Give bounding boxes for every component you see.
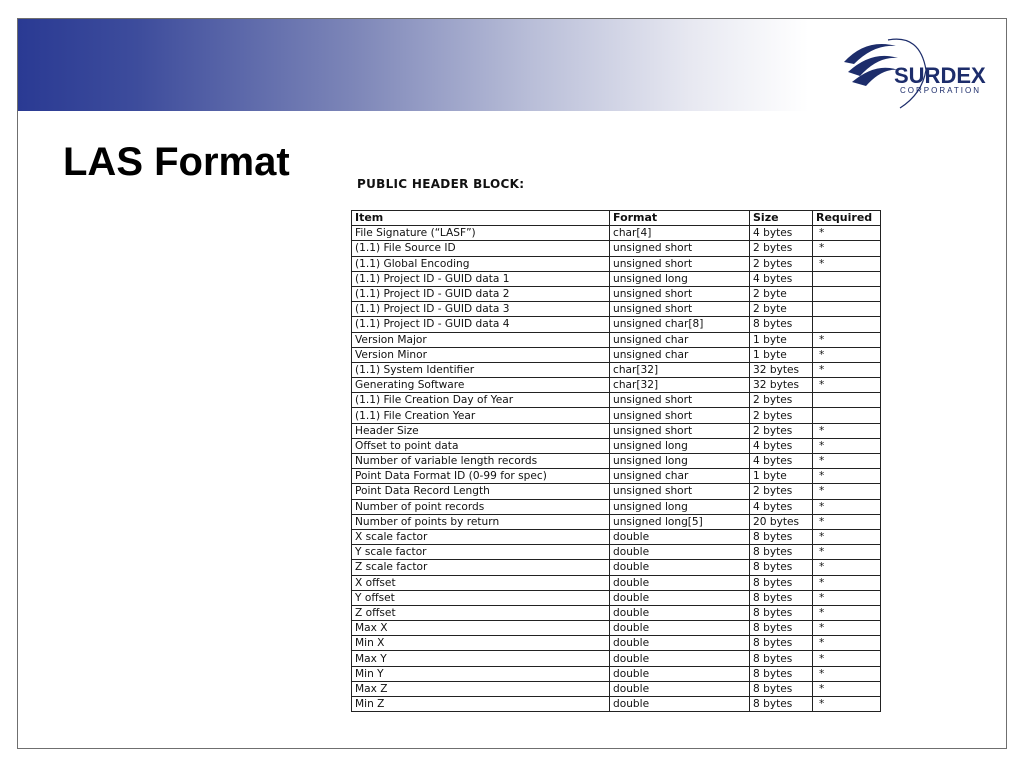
cell-size: 2 bytes [750,408,813,423]
cell-size: 8 bytes [750,666,813,681]
cell-item: Number of points by return [352,514,610,529]
table-row [352,621,881,636]
table-row [352,454,881,469]
cell-format: unsigned char [610,332,750,347]
cell-item: Number of point records [352,499,610,514]
cell-item: (1.1) Global Encoding [352,256,610,271]
cell-required: * [813,226,881,241]
table-row [352,590,881,605]
table-row [352,545,881,560]
cell-size: 8 bytes [750,590,813,605]
cell-required: * [813,241,881,256]
table-row [352,499,881,514]
cell-format: double [610,575,750,590]
cell-item: Z scale factor [352,560,610,575]
cell-size: 2 byte [750,302,813,317]
cell-size: 1 byte [750,332,813,347]
cell-required: * [813,514,881,529]
cell-item: Number of variable length records [352,454,610,469]
cell-size: 8 bytes [750,697,813,712]
cell-size: 20 bytes [750,514,813,529]
table-row [352,560,881,575]
table-row [352,514,881,529]
cell-item: (1.1) File Creation Day of Year [352,393,610,408]
cell-format: unsigned long [610,271,750,286]
table-row [352,286,881,301]
cell-required: * [813,499,881,514]
cell-format: double [610,697,750,712]
table-row [352,575,881,590]
cell-required: * [813,378,881,393]
cell-format: unsigned short [610,241,750,256]
logo-subtitle-text: CORPORATION [900,86,981,95]
cell-required: * [813,362,881,377]
cell-size: 4 bytes [750,226,813,241]
cell-size: 4 bytes [750,271,813,286]
table-row [352,666,881,681]
column-header-size: Size [750,211,813,226]
cell-size: 8 bytes [750,529,813,544]
logo-brand-text: SURDEX [894,63,986,88]
table-row [352,681,881,696]
cell-format: unsigned long [610,499,750,514]
cell-item: Min Z [352,697,610,712]
cell-size: 8 bytes [750,636,813,651]
table-row [352,636,881,651]
cell-item: File Signature (“LASF”) [352,226,610,241]
cell-format: double [610,666,750,681]
cell-item: Max Z [352,681,610,696]
cell-required: * [813,529,881,544]
cell-item: Min Y [352,666,610,681]
cell-size: 2 bytes [750,393,813,408]
cell-format: unsigned short [610,302,750,317]
cell-format: double [610,651,750,666]
cell-size: 2 bytes [750,423,813,438]
cell-required: * [813,560,881,575]
cell-required [813,271,881,286]
cell-item: Z offset [352,605,610,620]
table-row [352,332,881,347]
cell-item: Max X [352,621,610,636]
cell-format: unsigned short [610,393,750,408]
table-row [352,241,881,256]
cell-required: * [813,605,881,620]
cell-size: 8 bytes [750,575,813,590]
cell-item: (1.1) File Creation Year [352,408,610,423]
cell-size: 4 bytes [750,438,813,453]
table-row [352,271,881,286]
cell-format: char[32] [610,362,750,377]
cell-required: * [813,347,881,362]
table-body [352,226,881,712]
cell-required: * [813,575,881,590]
surdex-logo [838,30,998,110]
cell-format: unsigned char [610,469,750,484]
cell-size: 8 bytes [750,651,813,666]
cell-required: * [813,256,881,271]
document-heading: PUBLIC HEADER BLOCK: [357,177,525,191]
cell-format: double [610,605,750,620]
column-header-required: Required [813,211,881,226]
cell-item: Y scale factor [352,545,610,560]
cell-required [813,317,881,332]
cell-required [813,286,881,301]
cell-format: unsigned short [610,484,750,499]
table-row [352,378,881,393]
table-row [352,302,881,317]
cell-required: * [813,636,881,651]
cell-item: Min X [352,636,610,651]
page-title: LAS Format [63,140,290,184]
cell-size: 8 bytes [750,317,813,332]
column-header-item: Item [352,211,610,226]
cell-required: * [813,484,881,499]
table-row [352,605,881,620]
table-row [352,226,881,241]
table-row [352,362,881,377]
cell-format: double [610,590,750,605]
cell-size: 4 bytes [750,454,813,469]
cell-required: * [813,666,881,681]
cell-format: unsigned short [610,423,750,438]
cell-format: char[32] [610,378,750,393]
table-row [352,484,881,499]
cell-format: unsigned short [610,286,750,301]
cell-format: unsigned long[5] [610,514,750,529]
cell-size: 8 bytes [750,545,813,560]
cell-required: * [813,681,881,696]
cell-required: * [813,423,881,438]
table-header-row [352,211,881,226]
table-row [352,393,881,408]
cell-format: unsigned short [610,408,750,423]
cell-required: * [813,590,881,605]
cell-item: Point Data Record Length [352,484,610,499]
table-row [352,347,881,362]
table-row [352,438,881,453]
cell-size: 2 bytes [750,241,813,256]
cell-item: (1.1) Project ID - GUID data 4 [352,317,610,332]
cell-item: (1.1) Project ID - GUID data 2 [352,286,610,301]
column-header-format: Format [610,211,750,226]
cell-required [813,302,881,317]
cell-format: double [610,529,750,544]
cell-format: char[4] [610,226,750,241]
cell-item: Max Y [352,651,610,666]
cell-size: 4 bytes [750,499,813,514]
cell-format: unsigned long [610,454,750,469]
cell-required: * [813,438,881,453]
cell-required: * [813,697,881,712]
cell-size: 8 bytes [750,681,813,696]
cell-item: (1.1) System Identifier [352,362,610,377]
table-row [352,697,881,712]
cell-size: 2 byte [750,286,813,301]
cell-item: (1.1) Project ID - GUID data 3 [352,302,610,317]
cell-format: double [610,545,750,560]
cell-item: Header Size [352,423,610,438]
cell-size: 8 bytes [750,560,813,575]
cell-format: unsigned char[8] [610,317,750,332]
public-header-block-table [351,210,881,712]
cell-item: X scale factor [352,529,610,544]
table-row [352,408,881,423]
table-row [352,529,881,544]
cell-format: unsigned short [610,256,750,271]
cell-required: * [813,545,881,560]
cell-item: Point Data Format ID (0-99 for spec) [352,469,610,484]
table-row [352,469,881,484]
cell-item: Offset to point data [352,438,610,453]
cell-item: X offset [352,575,610,590]
cell-size: 2 bytes [750,484,813,499]
cell-size: 2 bytes [750,256,813,271]
cell-format: double [610,621,750,636]
cell-required: * [813,454,881,469]
cell-size: 1 byte [750,469,813,484]
table-row [352,256,881,271]
cell-required [813,408,881,423]
cell-required [813,393,881,408]
cell-item: Generating Software [352,378,610,393]
cell-format: double [610,681,750,696]
cell-format: unsigned long [610,438,750,453]
cell-format: double [610,560,750,575]
cell-required: * [813,621,881,636]
cell-item: (1.1) File Source ID [352,241,610,256]
cell-size: 8 bytes [750,605,813,620]
cell-item: Version Major [352,332,610,347]
cell-required: * [813,651,881,666]
cell-size: 32 bytes [750,362,813,377]
cell-item: Version Minor [352,347,610,362]
cell-size: 32 bytes [750,378,813,393]
cell-item: Y offset [352,590,610,605]
cell-required: * [813,469,881,484]
table-row [352,317,881,332]
cell-format: unsigned char [610,347,750,362]
table-row [352,651,881,666]
cell-size: 8 bytes [750,621,813,636]
cell-format: double [610,636,750,651]
table-row [352,423,881,438]
cell-size: 1 byte [750,347,813,362]
cell-required: * [813,332,881,347]
cell-item: (1.1) Project ID - GUID data 1 [352,271,610,286]
